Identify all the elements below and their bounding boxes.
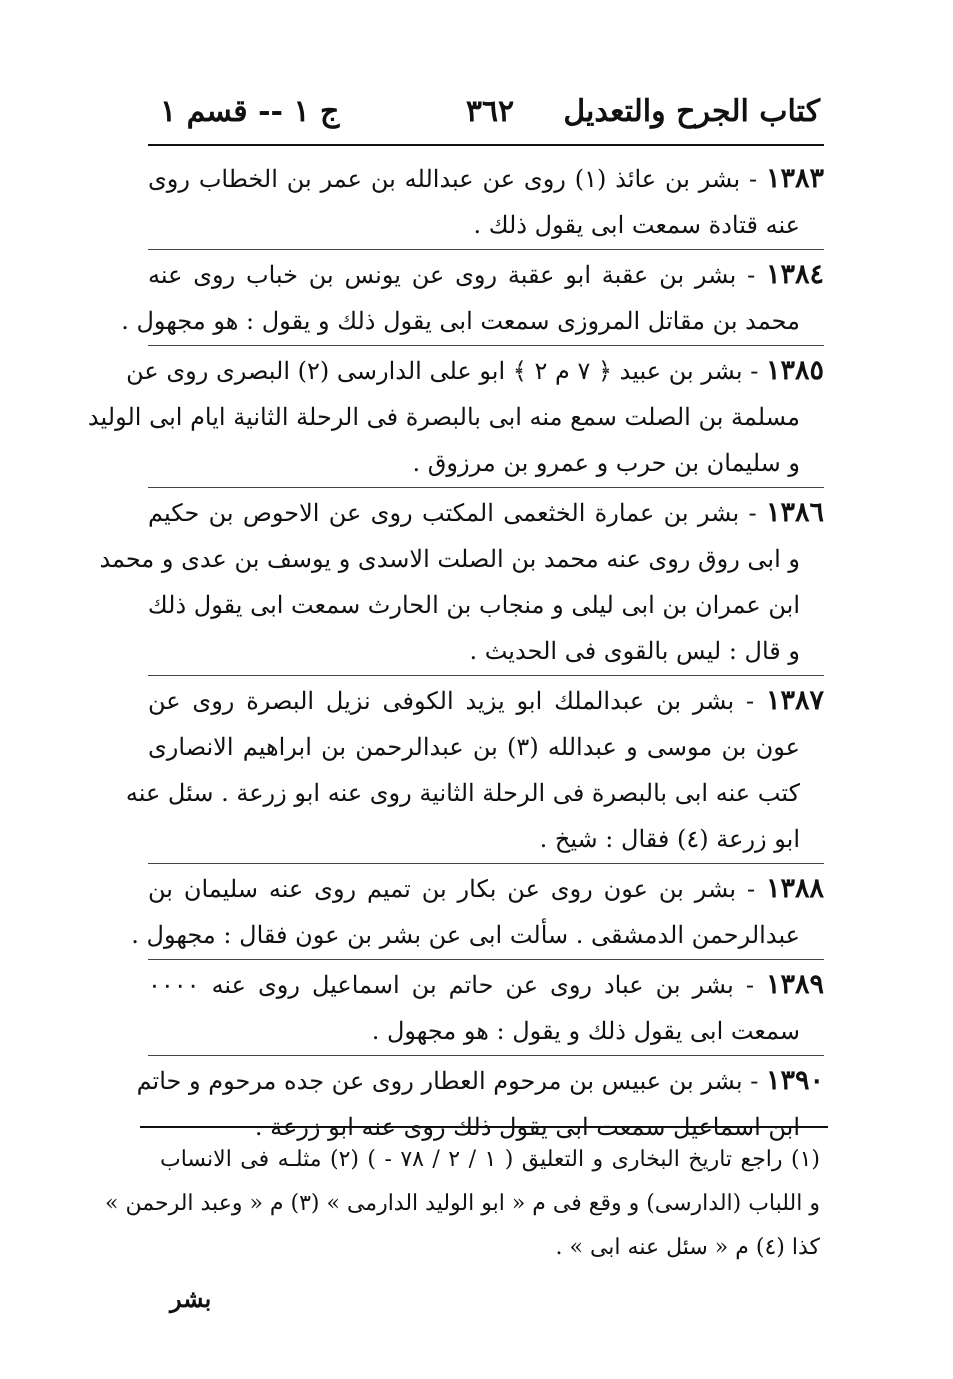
entry-line: عنه قتادة سمعت ابى يقول ذلك . — [473, 211, 800, 239]
entry-number: ١٣٨٣ — [765, 163, 824, 194]
entry-text: بشر بن عائذ (١) روى عن عبدالله بن عمر بن الخطاب روى — [148, 165, 741, 193]
entry — [148, 962, 824, 1054]
entry — [125, 678, 824, 862]
footnotes — [105, 1138, 820, 1270]
entry-line: عون بن موسى و عبدالله (٣) بن عبدالرحمن بن ابراهيم الانصارى — [148, 733, 800, 761]
entry-first-line: ١٣٩٠ - بشر بن عبيس بن مرحوم العطار روى عن جده مرحوم و حاتم — [136, 1065, 824, 1096]
entry-line: ابن اسماعيل سمعت ابى يقول ذلك روى عنه ابو زرعة . — [254, 1113, 800, 1141]
entry-line: و ابى روق روى عنه محمد بن الصلت الاسدى و يوسف بن عدى و محمد — [99, 545, 800, 573]
footnote-line: و اللباب (الدارسى) و وقع فى م « ابو الوليد الدارمى » (٣) م « وعبد الرحمن » — [105, 1191, 820, 1216]
header-rule — [148, 144, 824, 146]
entries-list — [87, 156, 824, 1150]
entry — [121, 252, 824, 344]
entry-number: ١٣٨٩ — [765, 969, 824, 1000]
entry-line: مسلمة بن الصلت سمع منه ابى بالبصرة فى الرحلة الثانية ايام ابى الوليد — [87, 403, 800, 431]
entry-first-line: ١٣٨٥ - بشر بن عبيد ﴿ ٧ م ٢ ﴾ ابو على الدارسى (٢) البصرى روى عن — [126, 355, 824, 386]
footnote-line: كذا (٤) م « سئل عنه ابى » . — [555, 1235, 820, 1260]
entry-text: بشر بن عبيد ﴿ ٧ م ٢ ﴾ ابو على الدارسى (٢) البصرى روى عن — [126, 357, 743, 385]
entry — [87, 348, 824, 486]
entry-text: بشر بن عبيس بن مرحوم العطار روى عن جده مرحوم و حاتم — [136, 1067, 743, 1095]
footnote-line: (١) راجع تاريخ البخارى و التعليق ( ١ / ٢ / ٧٨ - ) (٢) مثلـه فى الانساب — [160, 1147, 820, 1172]
entry-number: ١٣٩٠ — [765, 1065, 824, 1096]
entry-number: ١٣٨٥ — [765, 355, 824, 386]
entry — [148, 156, 824, 248]
page-header — [160, 88, 820, 138]
entry — [136, 1058, 824, 1150]
footnote-rule — [140, 1126, 828, 1128]
entry-text: بشر بن عبدالملك ابو يزيد الكوفى نزيل البصرة روى عن — [148, 687, 735, 715]
entry-line: ابو زرعة (٤) فقال : شيخ . — [539, 825, 800, 853]
entry-line: و سليمان بن حرب و عمرو بن مرزوق . — [412, 449, 800, 477]
entry — [99, 490, 824, 674]
volume-label: ج ١ -- قسم ١ — [160, 94, 340, 129]
entry-text: بشر بن عقبة ابو عقبة روى عن يونس بن خباب روى عنه — [148, 261, 737, 289]
entry-line: ابن عمران بن ابى ليلى و منجاب بن الحارث سمعت ابى يقول ذلك — [147, 591, 800, 619]
page-number: ٣٦٢ — [465, 94, 515, 129]
entry-line: محمد بن مقاتل المروزى سمعت ابى يقول ذلك و يقول : هو مجهول . — [121, 307, 800, 335]
entry-line: عبدالرحمن الدمشقى . سألت ابى عن بشر بن عون فقال : مجهول . — [131, 921, 800, 949]
entry — [131, 866, 824, 958]
entry-first-line: ١٣٨٨ - بشر بن عون روى عن بكار بن تميم روى عنه سليمان بن — [148, 873, 824, 904]
entry-first-line: ١٣٨٧ - بشر بن عبدالملك ابو يزيد الكوفى نزيل البصرة روى عن — [148, 685, 824, 716]
book-title: كتاب الجرح والتعديل — [563, 94, 820, 129]
entry-line: و قال : ليس بالقوى فى الحديث . — [469, 637, 800, 665]
entry-line: سمعت ابى يقول ذلك و يقول : هو مجهول . — [371, 1017, 800, 1045]
entry-text: بشر بن عمارة الخثعمى المكتب روى عن الاحوص بن حكيم — [148, 499, 740, 527]
entry-text: بشر بن عباد روى عن حاتم بن اسماعيل روى عنه ٠٠٠٠ — [148, 971, 734, 999]
entry-line: كتب عنه ابى بالبصرة فى الرحلة الثانية روى عنه ابو زرعة . سئل عنه — [125, 779, 800, 807]
entry-first-line: ١٣٨٦ - بشر بن عمارة الخثعمى المكتب روى عن الاحوص بن حكيم — [148, 497, 824, 528]
entry-number: ١٣٨٦ — [765, 497, 824, 528]
entry-first-line: ١٣٨٣ - بشر بن عائذ (١) روى عن عبدالله بن عمر بن الخطاب روى — [148, 163, 824, 194]
entry-first-line: ١٣٨٩ - بشر بن عباد روى عن حاتم بن اسماعيل روى عنه ٠٠٠٠ — [148, 969, 824, 1000]
entry-number: ١٣٨٨ — [765, 873, 824, 904]
catchword: بشر — [170, 1284, 212, 1313]
entry-first-line: ١٣٨٤ - بشر بن عقبة ابو عقبة روى عن يونس بن خباب روى عنه — [148, 259, 824, 290]
entry-number: ١٣٨٧ — [765, 685, 824, 716]
entry-text: بشر بن عون روى عن بكار بن تميم روى عنه سليمان بن — [148, 875, 737, 903]
entry-number: ١٣٨٤ — [765, 259, 824, 290]
